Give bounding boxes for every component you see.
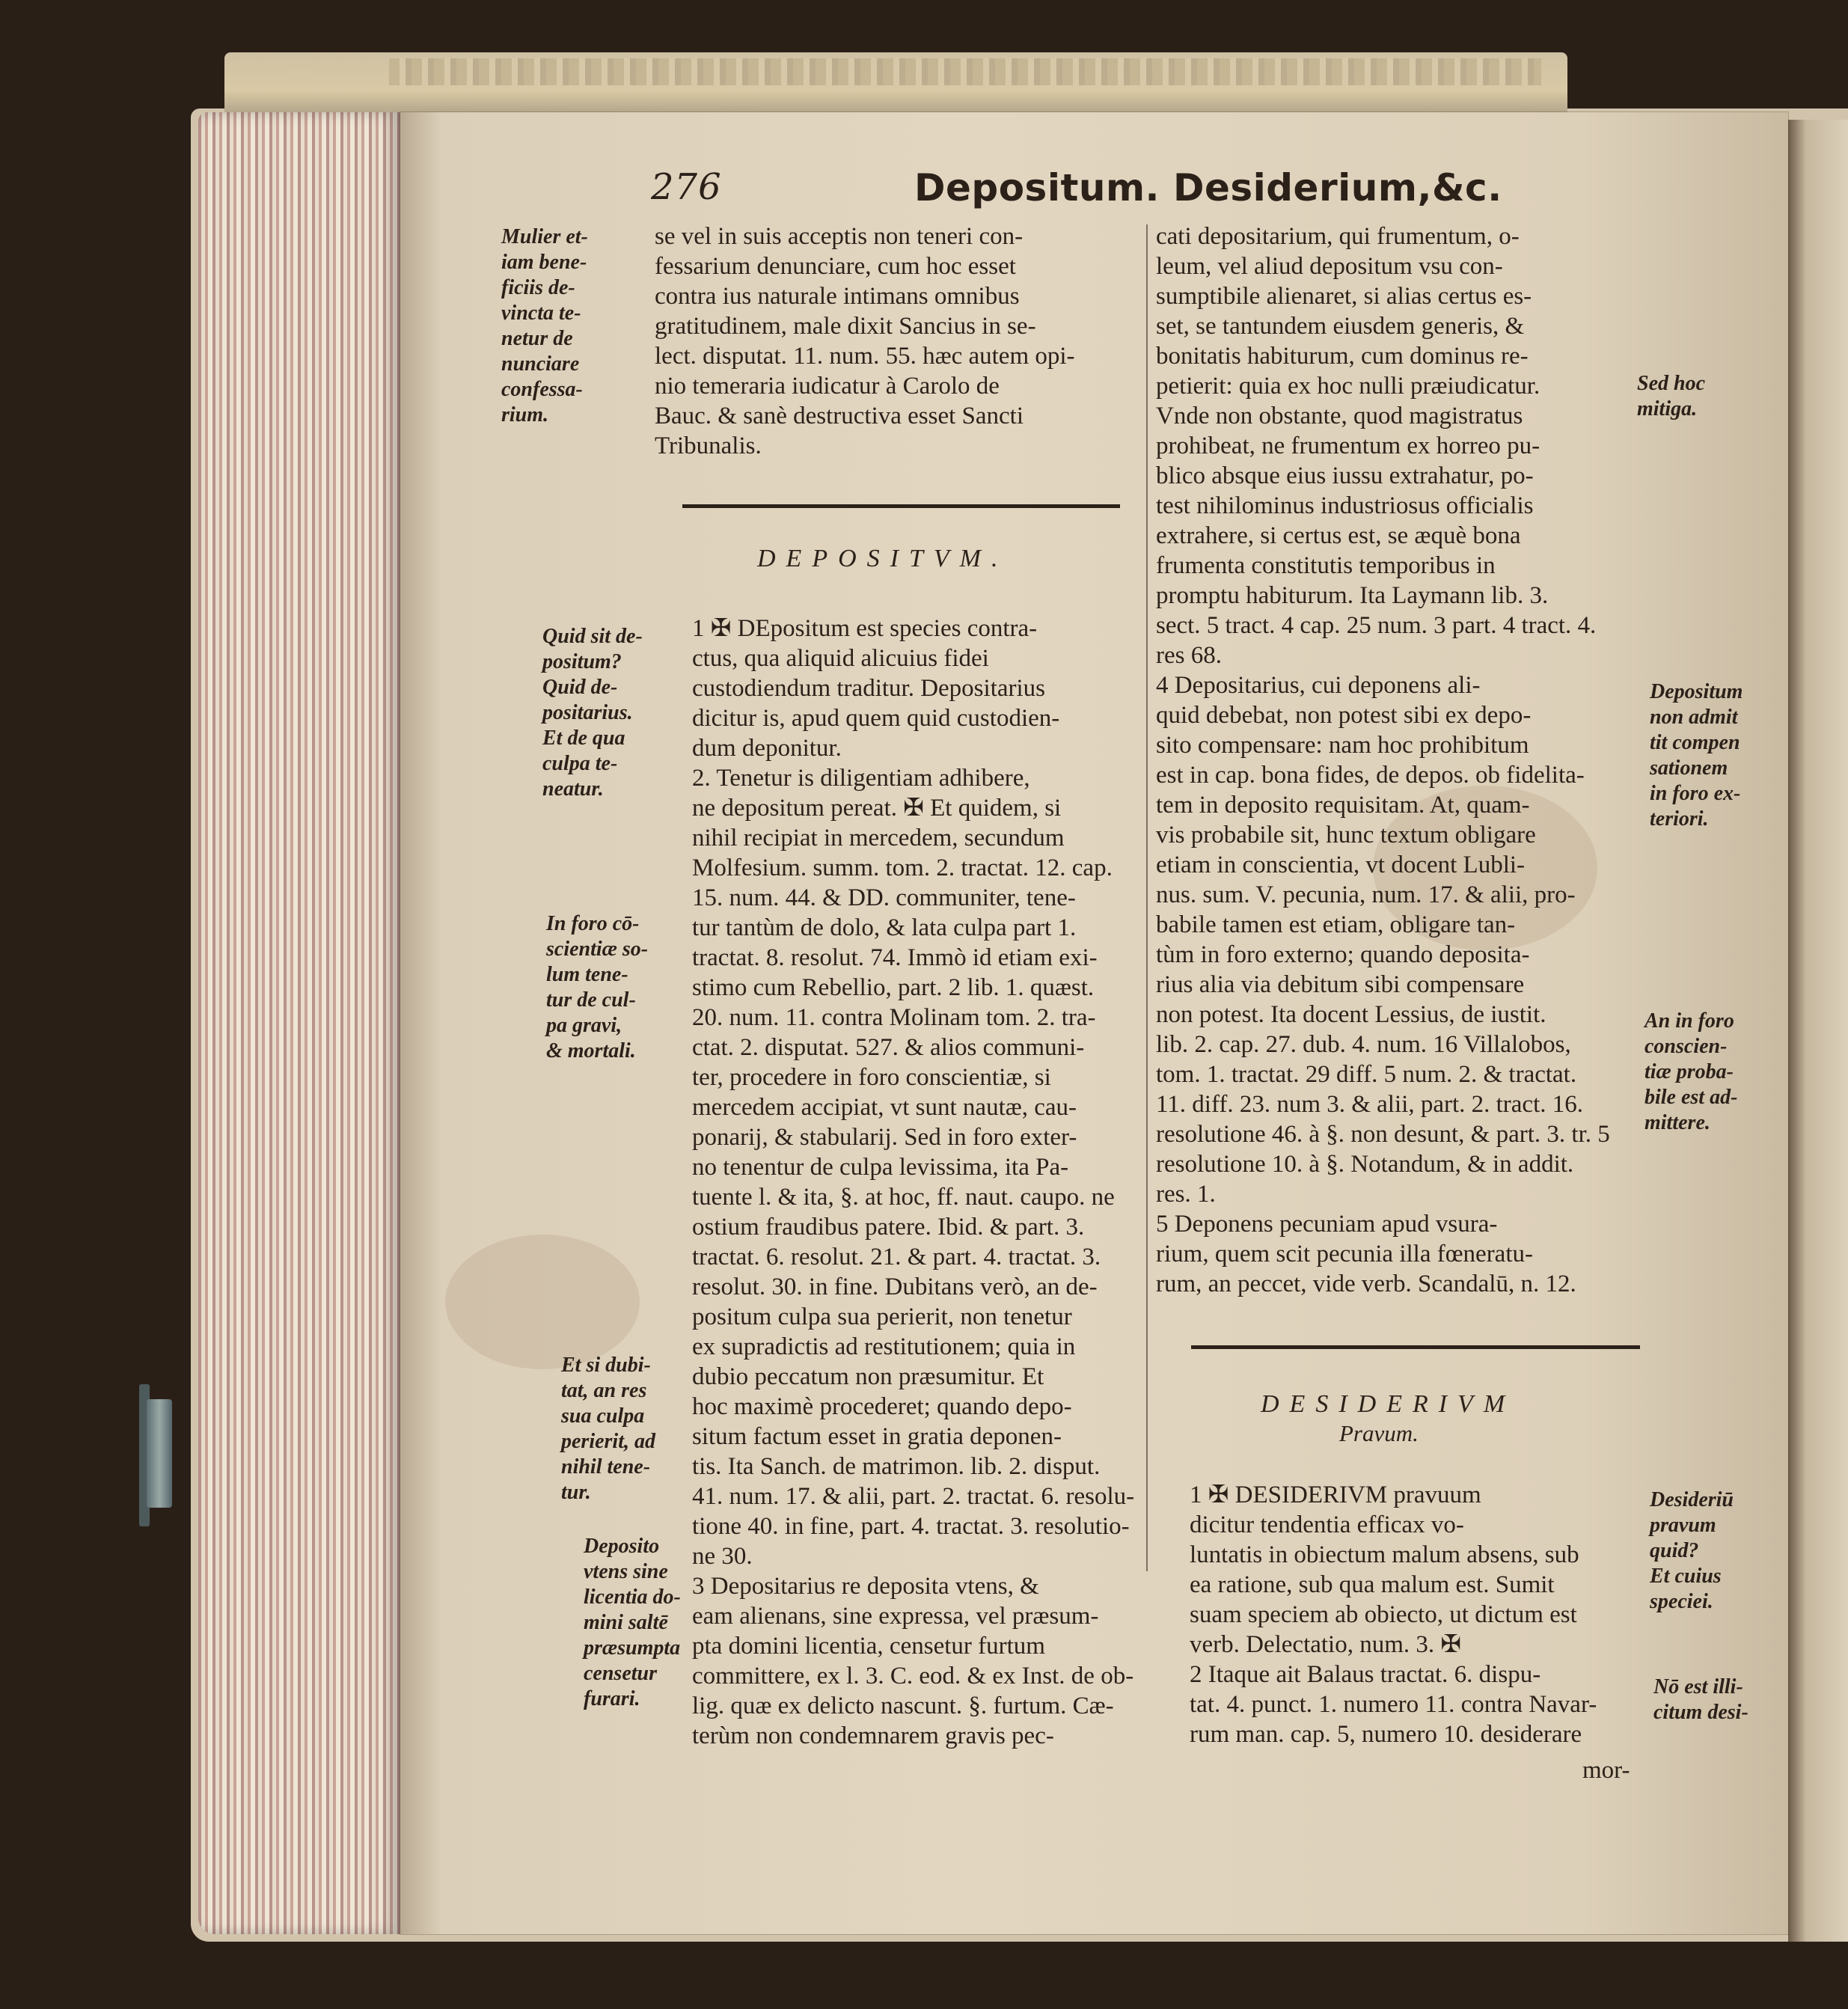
- right-column-desiderium-text: [1190, 1480, 1597, 1749]
- margin-line: & mortali.: [546, 1039, 636, 1062]
- text-line: 5 Deponens pecuniam apud vsura-: [1156, 1211, 1498, 1238]
- margin-line: Desideriū: [1650, 1488, 1734, 1511]
- text-line: prohibeat, ne frumentum ex horreo pu-: [1156, 432, 1540, 459]
- text-line: ctus, qua aliquid alicuius fidei: [692, 645, 989, 672]
- margin-line: Depositum: [1650, 680, 1743, 703]
- text-line: Bauc. & sanè destructiva esset Sancti: [655, 403, 1024, 429]
- text-line: no tenentur de culpa levissima, ita Pa-: [692, 1154, 1069, 1181]
- text-line: ctat. 2. disputat. 527. & alios communi-: [692, 1034, 1085, 1061]
- text-line: extrahere, si certus est, se æquè bona: [1156, 522, 1521, 549]
- text-line: ponarij, & stabularij. Sed in foro exter-: [692, 1124, 1077, 1151]
- margin-line: lum tene-: [546, 963, 628, 986]
- text-line: ea ratione, sub qua malum est. Sumit: [1190, 1571, 1555, 1598]
- text-line: 11. diff. 23. num 3. & alii, part. 2. tract. 16.: [1156, 1091, 1583, 1118]
- margin-line: Et de qua: [542, 727, 625, 750]
- text-line: rum man. cap. 5, numero 10. desiderare: [1190, 1721, 1582, 1748]
- margin-line: iam bene-: [501, 251, 587, 274]
- margin-note-right-1: [1637, 371, 1705, 422]
- text-line: tùm in foro externo; quando deposita-: [1156, 941, 1530, 968]
- margin-line: vtens sine: [584, 1560, 668, 1583]
- text-line: nus. sum. V. pecunia, num. 17. & alii, pro-: [1156, 881, 1576, 908]
- text-line: test nihilominus industriosus officialis: [1156, 492, 1534, 519]
- margin-note-left-5: [584, 1534, 681, 1712]
- text-line: quid debebat, non potest sibi ex depo-: [1156, 702, 1532, 729]
- text-line: Tribunalis.: [655, 432, 762, 459]
- text-line: situm factum esset in gratia deponen-: [692, 1423, 1062, 1450]
- text-line: dubio peccatum non præsumitur. Et: [692, 1363, 1044, 1390]
- margin-line: Mulier et-: [501, 225, 588, 248]
- text-line: nihil recipiat in mercedem, secundum: [692, 825, 1065, 851]
- margin-line: netur de: [501, 327, 573, 350]
- text-line: se vel in suis acceptis non teneri con-: [655, 223, 1024, 250]
- left-column-depositum-text: [692, 614, 1134, 1751]
- page-edges: [198, 112, 400, 1934]
- margin-note-left-2: [542, 624, 643, 802]
- text-line: tat. 4. punct. 1. numero 11. contra Navar-: [1190, 1691, 1597, 1718]
- text-line: tuente l. & ita, §. at hoc, ff. naut. caupo. ne: [692, 1184, 1115, 1211]
- text-line: 1 ✠ DEpositum est species contra-: [692, 615, 1038, 642]
- text-line: cati depositarium, qui frumentum, o-: [1156, 223, 1520, 250]
- text-line: leum, vel aliud depositum vsu con-: [1156, 253, 1503, 280]
- text-line: vis probabile sit, hunc textum obligare: [1156, 822, 1536, 848]
- text-line: tom. 1. tractat. 29 diff. 5 num. 2. & tractat.: [1156, 1061, 1577, 1088]
- text-line: resolutione 46. à §. non desunt, & part. 3. tr. 5: [1156, 1121, 1610, 1148]
- text-line: lect. disputat. 11. num. 55. hæc autem opi-: [655, 343, 1075, 370]
- text-line: sect. 5 tract. 4 cap. 25 num. 3 part. 4 tract. 4.: [1156, 612, 1597, 639]
- margin-line: perierit, ad: [561, 1430, 655, 1453]
- text-line: gratitudinem, male dixit Sancius in se-: [655, 313, 1036, 340]
- section-heading-desiderium: DESIDERIVM: [1261, 1390, 1516, 1418]
- margin-line: Sed hoc: [1637, 372, 1705, 395]
- text-line: ex supradictis ad restitutionem; quia in: [692, 1333, 1076, 1360]
- text-line: tractat. 6. resolut. 21. & part. 4. tractat. 3.: [692, 1244, 1101, 1270]
- text-line: Vnde non obstante, quod magistratus: [1156, 403, 1523, 429]
- margin-note-left-3: [546, 911, 648, 1064]
- section-heading-depositum: DEPOSITVM.: [757, 545, 1009, 572]
- text-line: dicitur tendentia efficax vo-: [1190, 1511, 1464, 1538]
- text-line: set, se tantundem eiusdem generis, &: [1156, 313, 1525, 340]
- text-line: 1 ✠ DESIDERIVM pravuum: [1190, 1481, 1481, 1508]
- text-line: 3 Depositarius re deposita vtens, &: [692, 1573, 1039, 1600]
- margin-line: mitiga.: [1637, 397, 1698, 421]
- text-line: res 68.: [1156, 642, 1222, 669]
- section-rule: [1191, 1345, 1640, 1349]
- margin-line: licentia do-: [584, 1586, 681, 1609]
- margin-line: tat, an res: [561, 1379, 647, 1402]
- margin-line: sationem: [1650, 756, 1728, 780]
- text-line: petierit: quia ex hoc nulli præiudicatur.: [1156, 373, 1540, 400]
- text-line: resolut. 30. in fine. Dubitans verò, an de-: [692, 1273, 1098, 1300]
- running-head: Depositum. Desiderium,&c.: [914, 166, 1502, 210]
- margin-line: pravum: [1650, 1514, 1716, 1537]
- book-top-edge-texture: [389, 58, 1541, 85]
- text-line: stimo cum Rebellio, part. 2 lib. 1. quæst.: [692, 974, 1095, 1001]
- text-line: tur tantùm de dolo, & lata culpa part 1.: [692, 914, 1077, 941]
- margin-line: tit compen: [1650, 731, 1740, 754]
- margin-note-right-2: [1650, 679, 1743, 832]
- margin-line: In foro cō-: [546, 912, 640, 935]
- margin-note-right-4: [1650, 1487, 1734, 1615]
- text-line: tractat. 8. resolut. 74. Immò id etiam exi-: [692, 944, 1098, 971]
- margin-line: mini saltē: [584, 1611, 668, 1634]
- text-line: 41. num. 17. & alii, part. 2. tractat. 6. resolu-: [692, 1483, 1135, 1510]
- text-line: est in cap. bona fides, de depos. ob fidelita-: [1156, 762, 1585, 789]
- margin-line: tiæ proba-: [1644, 1060, 1734, 1083]
- margin-line: teriori.: [1650, 807, 1709, 831]
- margin-line: tur de cul-: [546, 988, 636, 1012]
- margin-line: An in foro: [1644, 1009, 1734, 1033]
- margin-note-left-4: [561, 1353, 655, 1505]
- text-line: etiam in conscientia, vt docent Lubli-: [1156, 851, 1526, 878]
- margin-note-right-5: [1653, 1675, 1748, 1725]
- text-line: dum deponitur.: [692, 735, 842, 762]
- text-line: lig. quæ ex delicto nascunt. §. furtum. Cæ-: [692, 1692, 1114, 1719]
- text-line: 20. num. 11. contra Molinam tom. 2. tra-: [692, 1004, 1096, 1031]
- margin-line: positarius.: [542, 701, 633, 724]
- text-line: luntatis in obiectum malum absens, sub: [1190, 1541, 1579, 1568]
- margin-line: pa gravi,: [546, 1014, 622, 1037]
- text-line: res. 1.: [1156, 1181, 1216, 1208]
- text-line: blico absque eius iussu extrahatur, po-: [1156, 462, 1534, 489]
- margin-line: Et si dubi-: [561, 1354, 651, 1377]
- margin-line: in foro ex-: [1650, 782, 1741, 805]
- text-line: committere, ex l. 3. C. eod. & ex Inst. de ob-: [692, 1663, 1134, 1690]
- text-line: positum culpa sua perierit, non tenetur: [692, 1303, 1072, 1330]
- margin-line: positum?: [542, 650, 622, 673]
- text-line: custodiendum traditur. Depositarius: [692, 675, 1046, 702]
- text-line: tem in deposito requisitam. At, quam-: [1156, 792, 1530, 819]
- margin-line: censetur: [584, 1662, 657, 1685]
- margin-line: speciei.: [1650, 1590, 1713, 1613]
- text-line: rium, quem scit pecunia illa fœneratu-: [1156, 1241, 1533, 1268]
- left-column-top-paragraph: [655, 221, 1075, 461]
- margin-line: vincta te-: [501, 302, 581, 325]
- margin-line: nihil tene-: [561, 1455, 651, 1479]
- right-column-depositum-text: [1156, 221, 1610, 1299]
- text-line: tis. Ita Sanch. de matrimon. lib. 2. disput.: [692, 1453, 1101, 1480]
- margin-line: præsumpta: [584, 1636, 681, 1660]
- margin-line: Et cuius: [1650, 1565, 1722, 1588]
- clasp: [147, 1399, 172, 1508]
- text-line: babile tamen est etiam, obligare tan-: [1156, 911, 1516, 938]
- margin-line: Deposito: [584, 1535, 660, 1558]
- text-line: contra ius naturale intimans omnibus: [655, 283, 1020, 310]
- text-line: sito compensare: nam hoc prohibitum: [1156, 732, 1529, 759]
- margin-line: Quid sit de-: [542, 625, 643, 648]
- text-line: eam alienans, sine expressa, vel præsum-: [692, 1603, 1099, 1630]
- text-line: bonitatis habiturum, cum dominus re-: [1156, 343, 1529, 370]
- margin-line: Quid de-: [542, 676, 618, 699]
- margin-line: bile est ad-: [1644, 1086, 1738, 1109]
- page-stain: [445, 1235, 640, 1369]
- text-line: hoc maximè procederet; quando depo-: [692, 1393, 1072, 1420]
- margin-line: Nō est illi-: [1653, 1675, 1743, 1698]
- margin-line: nunciare: [501, 352, 580, 376]
- margin-line: confessa-: [501, 378, 583, 401]
- margin-line: neatur.: [542, 777, 604, 801]
- section-subheading-desiderium: Pravum.: [1339, 1420, 1419, 1446]
- page-number: 276: [651, 166, 722, 208]
- text-line: verb. Delectatio, num. 3. ✠: [1190, 1631, 1462, 1658]
- text-line: Molfesium. summ. tom. 2. tractat. 12. cap.: [692, 854, 1113, 881]
- text-line: mercedem accipiat, vt sunt nautæ, cau-: [692, 1094, 1077, 1121]
- text-line: pta domini licentia, censetur furtum: [692, 1633, 1045, 1660]
- margin-line: scientiæ so-: [546, 938, 649, 961]
- margin-line: citum desi-: [1653, 1701, 1748, 1724]
- text-line: 2 Itaque ait Balaus tractat. 6. dispu-: [1190, 1661, 1541, 1688]
- margin-line: furari.: [584, 1687, 640, 1710]
- margin-line: mittere.: [1644, 1111, 1710, 1134]
- text-line: ostium fraudibus patere. Ibid. & part. 3.: [692, 1214, 1085, 1241]
- facing-page-edge: [1788, 120, 1848, 1942]
- text-line: 4 Depositarius, cui deponens ali-: [1156, 672, 1481, 699]
- margin-line: rium.: [501, 403, 549, 426]
- margin-line: ficiis de-: [501, 276, 575, 299]
- margin-line: non admit: [1650, 706, 1738, 729]
- margin-line: sua culpa: [561, 1404, 645, 1428]
- margin-line: tur.: [561, 1481, 591, 1504]
- text-line: non potest. Ita docent Lessius, de iustit.: [1156, 1001, 1546, 1028]
- column-divider: [1146, 224, 1148, 1571]
- text-line: frumenta constitutis temporibus in: [1156, 552, 1496, 579]
- text-line: lib. 2. cap. 27. dub. 4. num. 16 Villalobos,: [1156, 1031, 1571, 1058]
- text-line: nio temeraria iudicatur à Carolo de: [655, 373, 1000, 400]
- margin-line: culpa te-: [542, 752, 618, 775]
- catchword: mor-: [1582, 1757, 1630, 1784]
- text-line: tione 40. in fine, part. 4. tractat. 3. resolutio-: [692, 1513, 1130, 1540]
- text-line: suam speciem ab obiecto, ut dictum est: [1190, 1601, 1577, 1628]
- text-line: promptu habiturum. Ita Laymann lib. 3.: [1156, 582, 1549, 609]
- margin-line: quid?: [1650, 1539, 1699, 1562]
- margin-line: conscien-: [1644, 1035, 1728, 1058]
- margin-note-right-3: [1644, 1009, 1737, 1136]
- text-line: dicitur is, apud quem quid custodien-: [692, 705, 1060, 732]
- text-line: rum, an peccet, vide verb. Scandalū, n. 12.: [1156, 1270, 1576, 1297]
- text-line: ne 30.: [692, 1543, 753, 1570]
- text-line: ne depositum pereat. ✠ Et quidem, si: [692, 795, 1062, 822]
- text-line: fessarium denunciare, cum hoc esset: [655, 253, 1016, 280]
- text-line: rius alia via debitum sibi compensare: [1156, 971, 1525, 998]
- text-line: ter, procedere in foro conscientiæ, si: [692, 1064, 1051, 1091]
- text-line: 2. Tenetur is diligentiam adhibere,: [692, 765, 1030, 792]
- section-rule: [682, 504, 1120, 508]
- margin-note-left-1: [501, 224, 588, 428]
- text-line: resolutione 10. à §. Notandum, & in addit.: [1156, 1151, 1574, 1178]
- text-line: sumptibile alienaret, si alias certus es-: [1156, 283, 1532, 310]
- text-line: 15. num. 44. & DD. communiter, tene-: [692, 884, 1076, 911]
- text-line: terùm non condemnarem gravis pec-: [692, 1722, 1054, 1749]
